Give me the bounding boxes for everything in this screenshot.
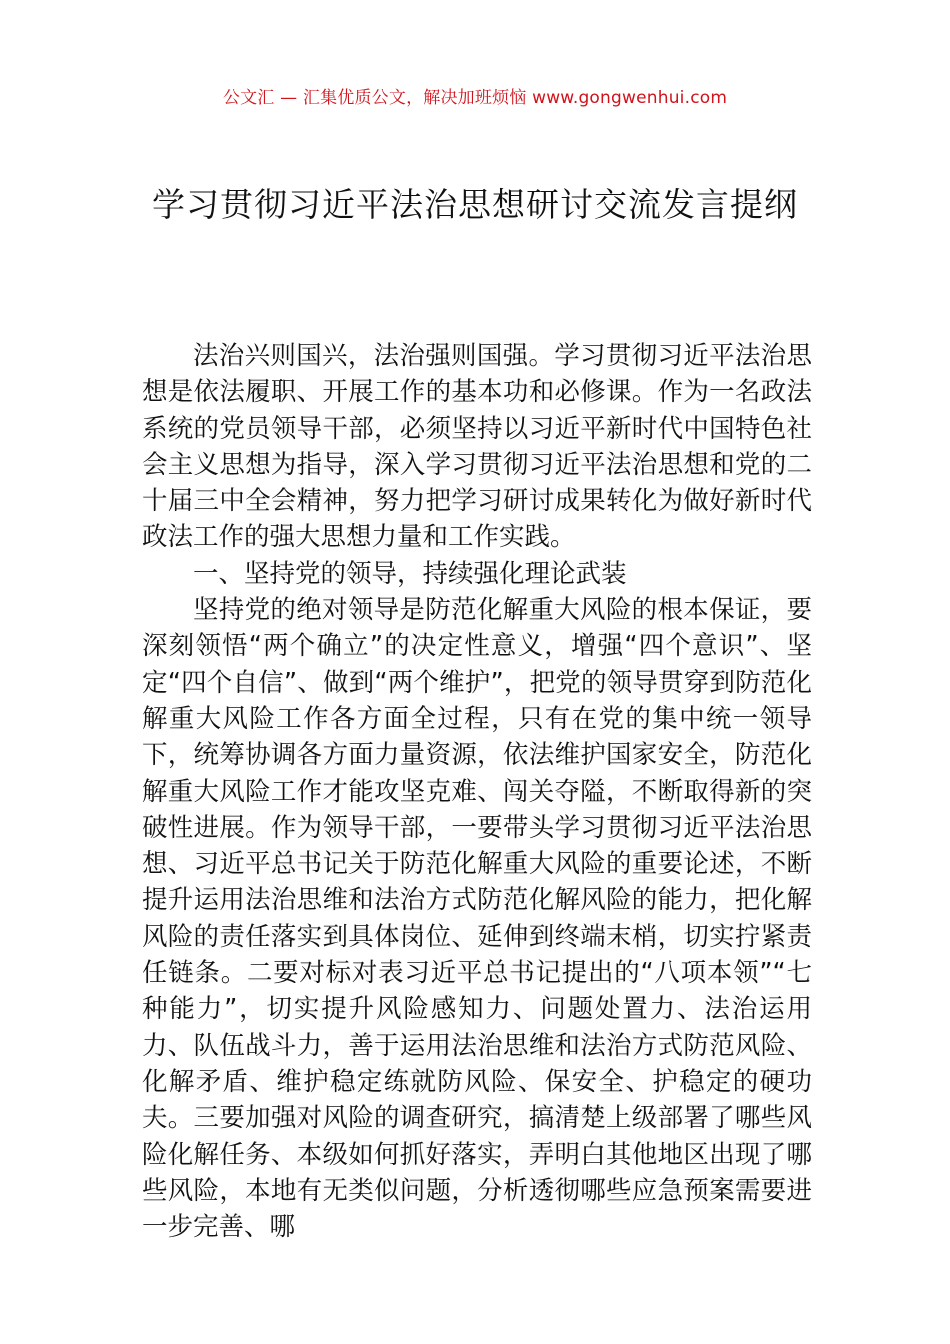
section-heading-1: 一、坚持党的领导，持续强化理论武装	[193, 558, 627, 589]
document-title: 学习贯彻习近平法治思想研讨交流发言提纲	[152, 185, 798, 224]
document-body	[142, 338, 812, 1245]
section-1-paragraph: 坚持党的绝对领导是防范化解重大风险的根本保证，要深刻领悟“两个确立”的决定性意义，增强“四个意识”、坚定“四个自信”、做到“两个维护”，把党的领导贯穿到防范化解重大风险工作各方面全过程，只有在党的集中统一领导下，统筹协调各方面力量资源，依法维护国家安全，防范化解重大风险工作才能攻坚克难、闯关夺隘，不断取得新的突破性进展。作为领导干部，一要带头学习贯彻习近平法治思想、习近平总书记关于防范化解重大风险的重要论述，不断提升运用法治思维和法治方式防范化解风险的能力，把化解风险的责任落实到具体岗位、延伸到终端末梢，切实拧紧责任链条。二要对标对表习近平总书记提出的“八项本领”“七种能力”，切实提升风险感知力、问题处置力、法治运用力、队伍战斗力，善于运用法治思维和法治方式防范风险、化解矛盾、维护稳定练就防风险、保安全、护稳定的硬功夫。三要加强对风险的调查研究，搞清楚上级部署了哪些风险化解任务、本级如何抓好落实，弄明白其他地区出现了哪些风险，本地有无类似问题，分析透彻哪些应急预案需要进一步完善、哪	[142, 595, 812, 1243]
intro-paragraph: 法治兴则国兴，法治强则国强。学习贯彻习近平法治思想是依法履职、开展工作的基本功和必修课。作为一名政法系统的党员领导干部，必须坚持以习近平新时代中国特色社会主义思想为指导，深入学习贯彻习近平法治思想和党的二十届三中全会精神，努力把学习研讨成果转化为做好新时代政法工作的强大思想力量和工作实践。	[142, 341, 812, 553]
site-banner: 公文汇 — 汇集优质公文，解决加班烦恼 www.gongwenhui.com	[222, 88, 728, 108]
